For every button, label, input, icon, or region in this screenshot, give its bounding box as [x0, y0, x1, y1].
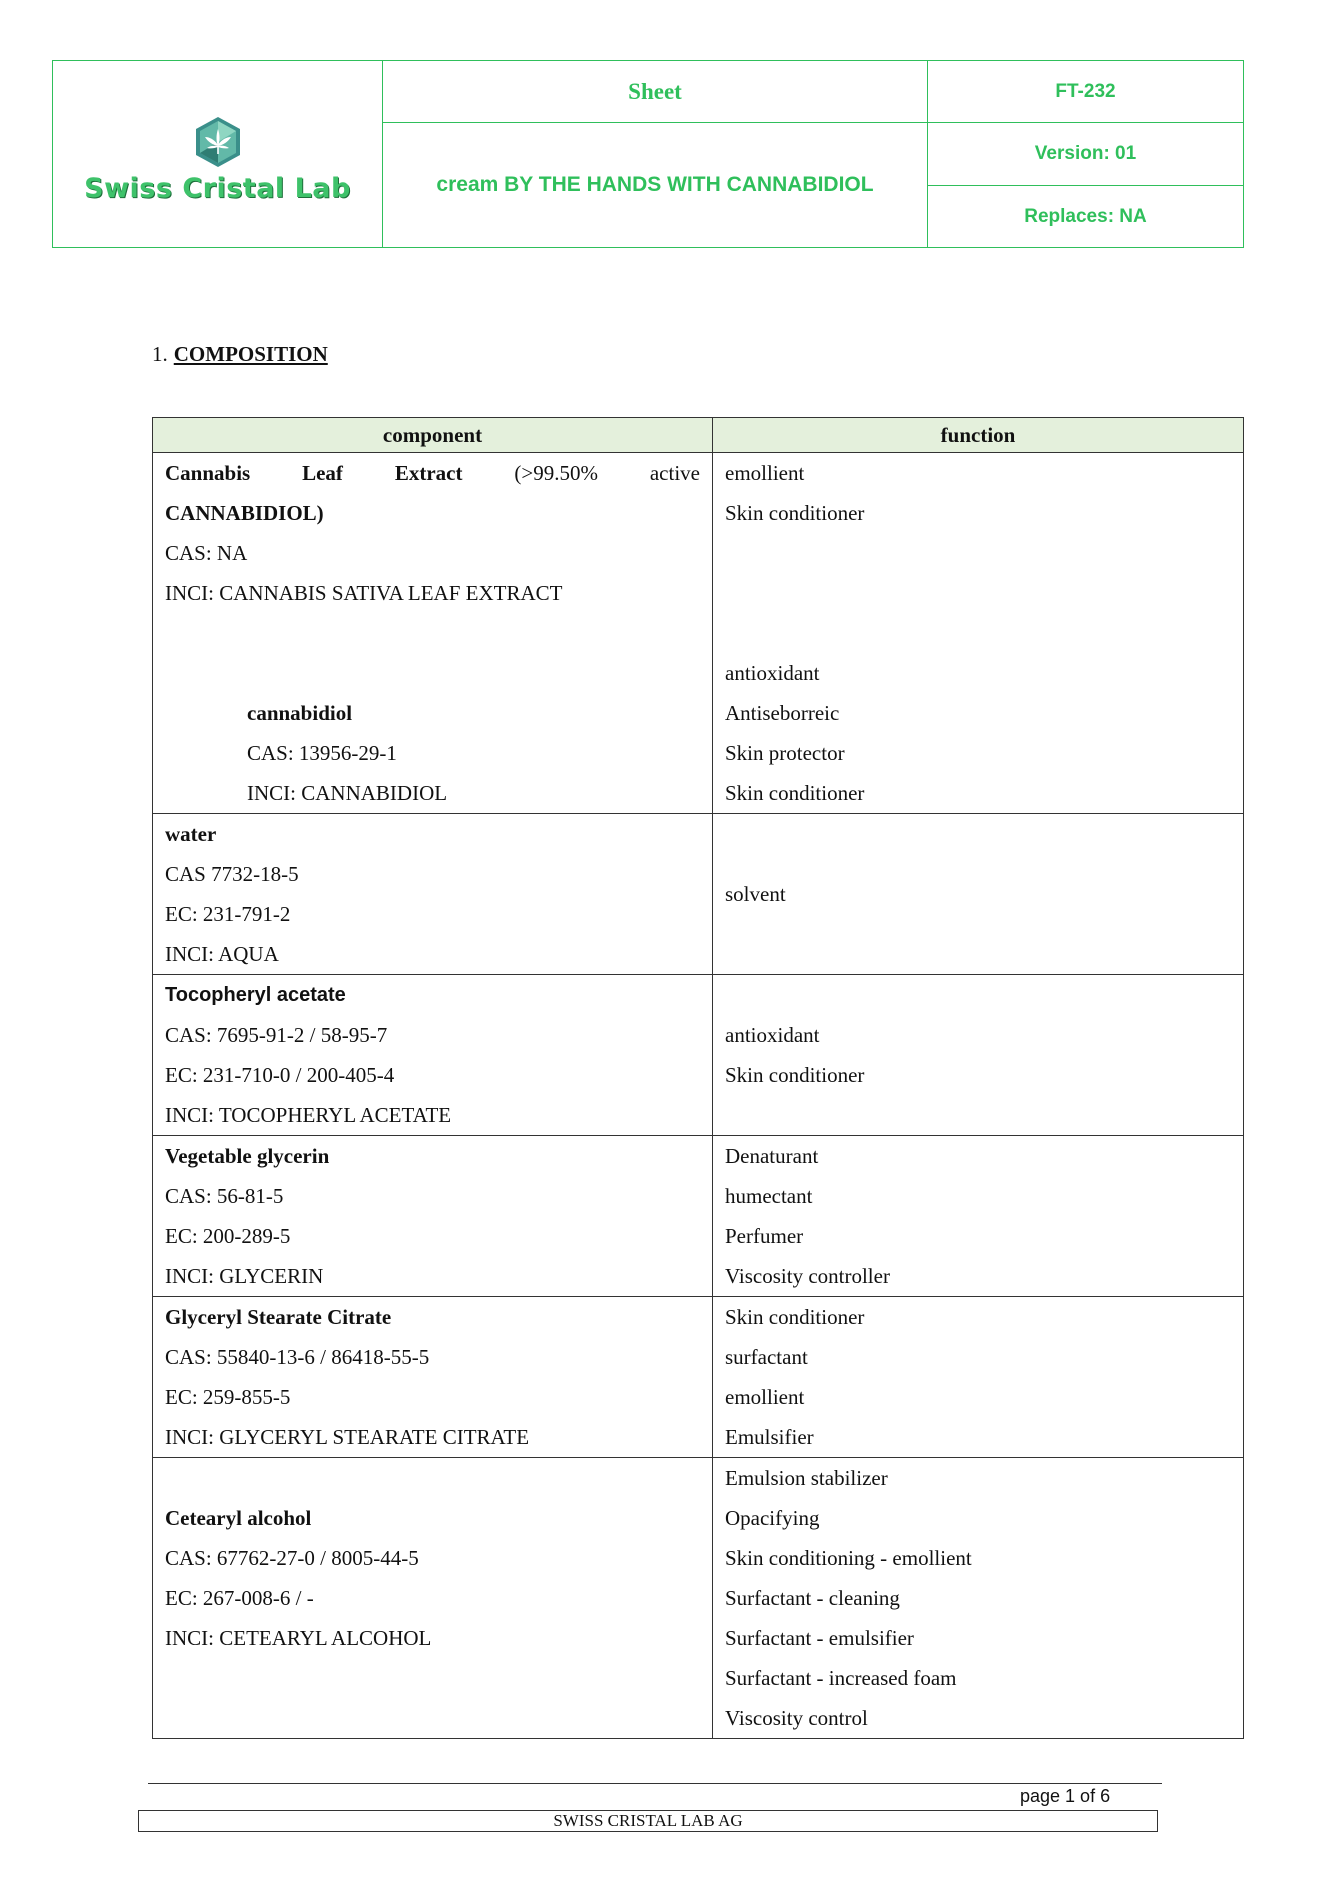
function-cell: [713, 453, 1244, 814]
component-inci: INCI: CANNABIS SATIVA LEAF EXTRACT: [165, 581, 563, 605]
function-item: Antiseborreic: [725, 701, 840, 725]
function-item: emollient: [725, 461, 805, 485]
logo-cell: [53, 61, 383, 247]
component-name: Tocopheryl acetate: [165, 984, 346, 1006]
function-cell: [713, 1297, 1244, 1458]
column-header-function: function: [713, 418, 1244, 453]
table-row: [153, 975, 1244, 1136]
function-cell: [713, 1136, 1244, 1297]
function-item: emollient: [725, 1385, 805, 1409]
function-cell: [713, 814, 1244, 975]
function-cell: [713, 1458, 1244, 1739]
function-item: Skin conditioning - emollient: [725, 1546, 972, 1570]
function-item: Denaturant: [725, 1144, 819, 1168]
component-title-cont: CANNABIDIOL): [165, 501, 324, 525]
component-cell: [153, 453, 713, 814]
function-item: humectant: [725, 1184, 813, 1208]
table-row: [153, 1136, 1244, 1297]
component-cas: CAS: NA: [165, 541, 248, 565]
function-item: Viscosity controller: [725, 1264, 890, 1288]
function-item: Surfactant - increased foam: [725, 1666, 957, 1690]
footer-divider: [148, 1783, 1162, 1784]
component-cell: [153, 975, 713, 1136]
version-label: Version: 01: [928, 123, 1243, 186]
component-name: Cetearyl alcohol: [165, 1506, 312, 1530]
section-title: COMPOSITION: [173, 342, 328, 366]
component-inci: INCI: GLYCERYL STEARATE CITRATE: [165, 1425, 530, 1449]
component-ec: EC: 200-289-5: [165, 1224, 291, 1248]
function-item: Perfumer: [725, 1224, 804, 1248]
component-cas: CAS: 67762-27-0 / 8005-44-5: [165, 1546, 419, 1570]
component-cell: [153, 1136, 713, 1297]
title-word: active: [649, 461, 700, 485]
component-name: Vegetable glycerin: [165, 1144, 330, 1168]
section-number: 1.: [152, 342, 168, 366]
component-inci: INCI: CETEARYL ALCOHOL: [165, 1626, 432, 1650]
function-item: Opacifying: [725, 1506, 820, 1530]
function-item: Emulsion stabilizer: [725, 1466, 888, 1490]
table-header-row: [153, 418, 1244, 453]
component-cell: [153, 814, 713, 975]
sheet-label: Sheet: [383, 61, 928, 123]
component-inci: INCI: TOCOPHERYL ACETATE: [165, 1103, 452, 1127]
component-cell: [153, 1297, 713, 1458]
component-ec: EC: 231-791-2: [165, 902, 291, 926]
component-cell: [153, 1458, 713, 1739]
sub-component-name: cannabidiol: [247, 701, 353, 725]
component-ec: EC: 267-008-6 / -: [165, 1586, 314, 1610]
function-item: Surfactant - cleaning: [725, 1586, 900, 1610]
function-item: solvent: [725, 882, 786, 906]
component-cas: CAS 7732-18-5: [165, 862, 299, 886]
function-item: Viscosity control: [725, 1706, 868, 1730]
table-row: [153, 453, 1244, 814]
component-inci: INCI: AQUA: [165, 942, 279, 966]
function-item: surfactant: [725, 1345, 808, 1369]
sub-component-inci: INCI: CANNABIDIOL: [247, 781, 448, 805]
function-item: Emulsifier: [725, 1425, 814, 1449]
column-header-component: component: [153, 418, 713, 453]
component-title-line: [165, 453, 700, 493]
replaces-label: Replaces: NA: [1024, 205, 1147, 227]
document-header: [52, 60, 1244, 248]
function-item: Surfactant - emulsifier: [725, 1626, 914, 1650]
function-item: Skin conditioner: [725, 1305, 865, 1329]
component-name: Glyceryl Stearate Citrate: [165, 1305, 392, 1329]
page-number: page 1 of 6: [1020, 1786, 1111, 1806]
function-item: Skin conditioner: [725, 781, 865, 805]
composition-table: [152, 417, 1244, 1739]
product-title: cream BY THE HANDS WITH CANNABIDIOL: [383, 123, 928, 247]
footer-company: SWISS CRISTAL LAB AG: [138, 1810, 1158, 1832]
function-item: antioxidant: [725, 1023, 820, 1047]
document-code: FT-232: [928, 61, 1243, 123]
function-item: Skin conditioner: [725, 1063, 865, 1087]
table-row: [153, 1297, 1244, 1458]
title-word: (>99.50%: [514, 461, 598, 485]
cannabis-leaf-hexagon-icon: [191, 115, 245, 169]
table-row: [153, 1458, 1244, 1739]
component-name: water: [165, 822, 217, 846]
sub-component-cas: CAS: 13956-29-1: [247, 741, 397, 765]
component-inci: INCI: GLYCERIN: [165, 1264, 324, 1288]
logo-text: Swiss Cristal Lab: [84, 172, 351, 204]
component-cas: CAS: 56-81-5: [165, 1184, 284, 1208]
component-ec: EC: 231-710-0 / 200-405-4: [165, 1063, 395, 1087]
component-cas: CAS: 55840-13-6 / 86418-55-5: [165, 1345, 430, 1369]
table-row: [153, 814, 1244, 975]
component-ec: EC: 259-855-5: [165, 1385, 291, 1409]
function-item: Skin conditioner: [725, 501, 865, 525]
title-word: Extract: [394, 461, 463, 485]
function-item: Skin protector: [725, 741, 845, 765]
component-cas: CAS: 7695-91-2 / 58-95-7: [165, 1023, 388, 1047]
section-heading: [152, 342, 328, 367]
function-cell: [713, 975, 1244, 1136]
title-word: Cannabis: [165, 461, 251, 485]
title-word: Leaf: [302, 461, 343, 485]
function-item: antioxidant: [725, 661, 820, 685]
